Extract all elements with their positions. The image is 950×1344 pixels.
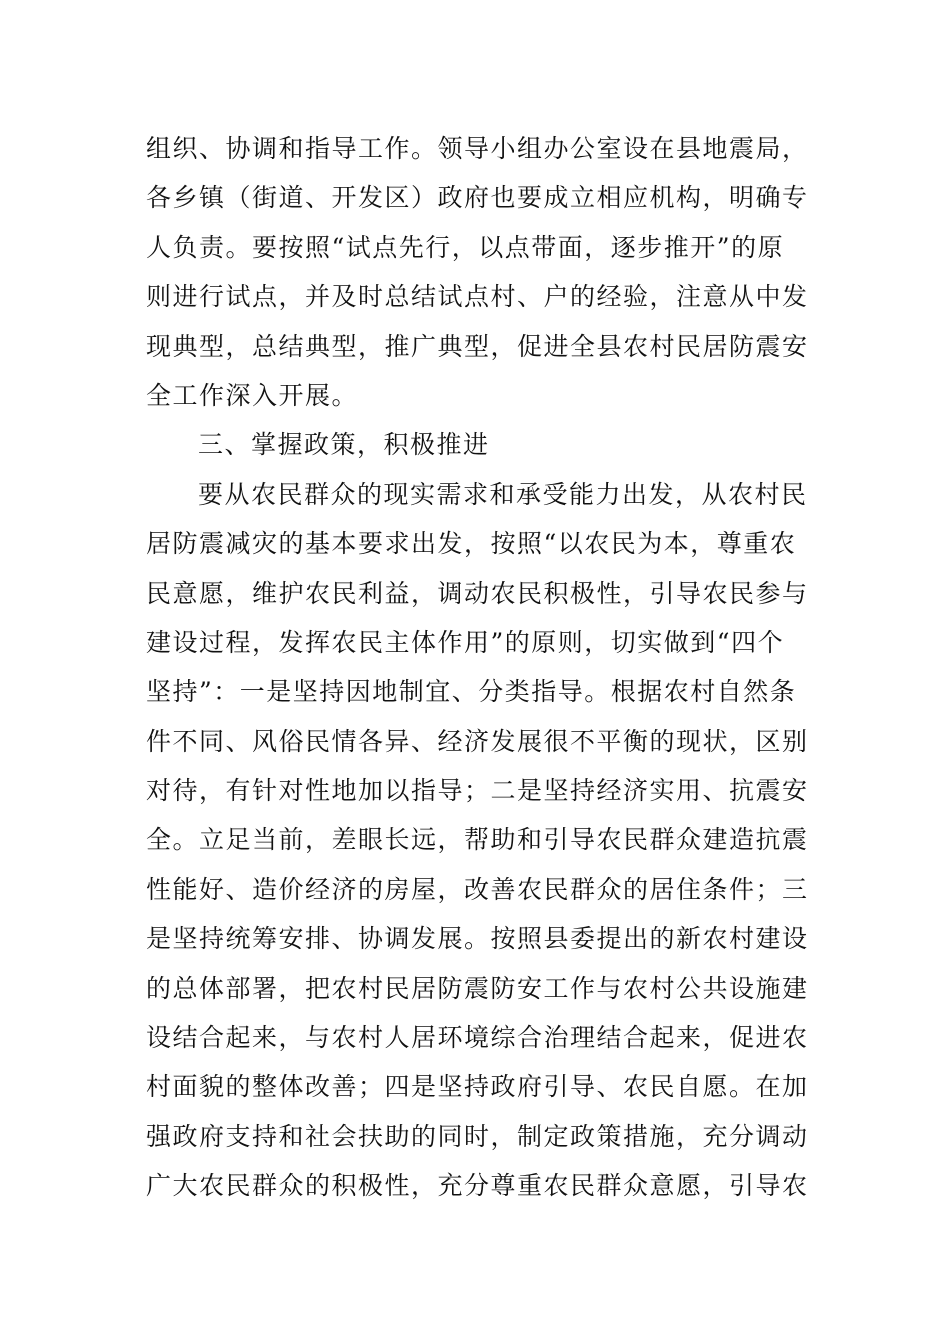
- text-line: 广大农民群众的积极性，充分尊重农民群众意愿，引导农: [146, 1171, 809, 1201]
- text-line: 设结合起来，与农村人居环境综合治理结合起来，促进农: [146, 1023, 809, 1053]
- text-line: 居防震减灾的基本要求出发，按照“以农民为本，尊重农: [146, 529, 797, 559]
- text-line: 村面貌的整体改善；四是坚持政府引导、农民自愿。在加: [146, 1072, 809, 1102]
- text-line: 人负责。要按照“试点先行，以点带面，逐步推开”的原: [146, 232, 785, 262]
- body-text: [146, 124, 809, 1211]
- text-line: 件不同、风俗民情各异、经济发展很不平衡的现状，区别: [146, 726, 809, 756]
- text-line: 各乡镇（街道、开发区）政府也要成立相应机构，明确专: [146, 183, 809, 213]
- text-line: 全工作深入开展。: [146, 380, 359, 410]
- text-line: 现典型，总结典型，推广典型，促进全县农村民居防震安: [146, 331, 809, 361]
- text-line: 对待，有针对性地加以指导；二是坚持经济实用、抗震安: [146, 776, 809, 806]
- text-line: 全。立足当前，差眼长远，帮助和引导农民群众建造抗震: [146, 825, 809, 855]
- text-line: 组织、协调和指导工作。领导小组办公室设在县地震局，: [146, 134, 809, 163]
- text-line: 建设过程，发挥农民主体作用”的原则，切实做到“四个: [146, 627, 785, 657]
- text-line: 是坚持统筹安排、协调发展。按照县委提出的新农村建设: [146, 924, 809, 954]
- text-line: 则进行试点，并及时总结试点村、户的经验，注意从中发: [146, 282, 809, 312]
- text-line: 的总体部署，把农村民居防震防安工作与农村公共设施建: [146, 973, 809, 1003]
- text-line: 要从农民群众的现实需求和承受能力出发，从农村民: [198, 479, 808, 509]
- text-line: 强政府支持和社会扶助的同时，制定政策措施，充分调动: [146, 1121, 809, 1151]
- section-heading: 三、掌握政策，积极推进: [198, 430, 490, 460]
- text-line: 坚持”：一是坚持因地制宜、分类指导。根据农村自然条: [146, 677, 797, 707]
- text-line: 民意愿，维护农民利益，调动农民积极性，引导农民参与: [146, 578, 809, 608]
- text-line: 性能好、造价经济的房屋，改善农民群众的居住条件；三: [146, 874, 809, 904]
